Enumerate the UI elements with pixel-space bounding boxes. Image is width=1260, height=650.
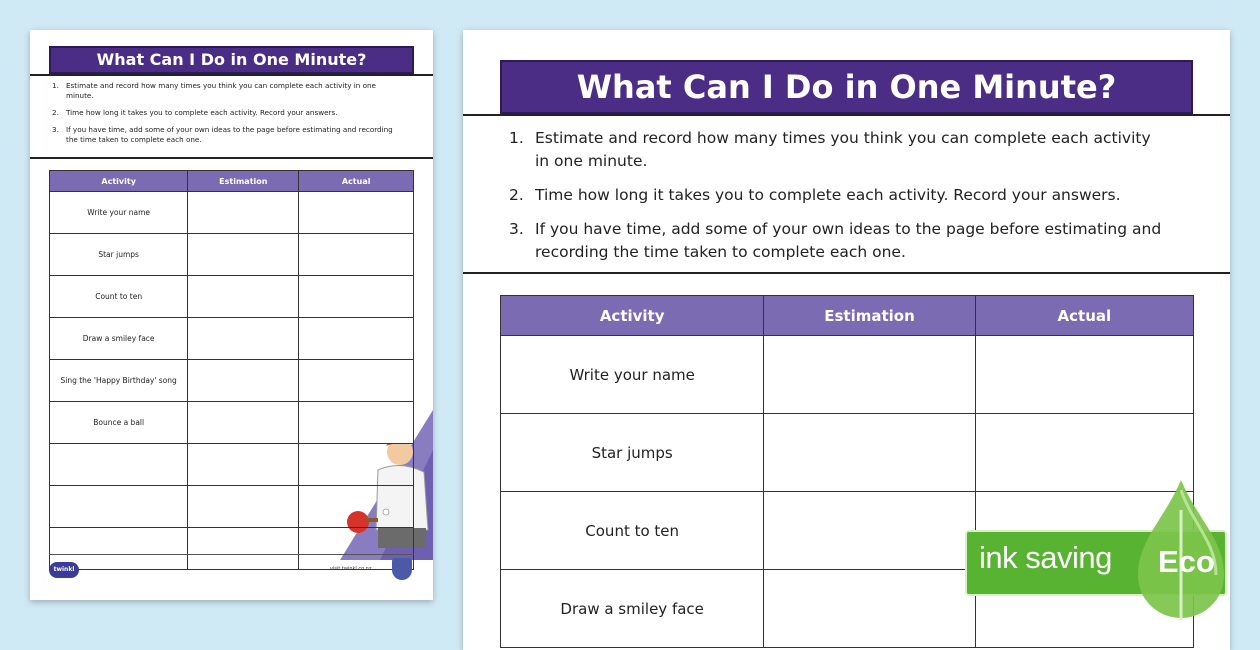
column-header-actual: Actual: [299, 171, 414, 192]
table-row: [50, 528, 414, 570]
table-row: [50, 486, 414, 528]
activity-cell: Bounce a ball: [50, 402, 188, 444]
table-row: [50, 360, 414, 402]
instructions-list: [52, 81, 397, 152]
divider: [30, 74, 433, 76]
page-title: What Can I Do in One Minute?: [49, 46, 414, 74]
activity-cell: Star jumps: [501, 414, 764, 492]
divider: [463, 114, 1230, 116]
instruction-item: 2. Time how long it takes you to complete each activity. Record your answers.: [509, 186, 1121, 204]
activity-cell: Count to ten: [501, 492, 764, 570]
actual-cell[interactable]: [299, 318, 414, 360]
visit-link[interactable]: visit twinkl.co.nz: [330, 566, 372, 572]
estimation-cell[interactable]: [188, 234, 299, 276]
estimation-cell[interactable]: [188, 402, 299, 444]
estimation-cell[interactable]: [188, 360, 299, 402]
page-title: What Can I Do in One Minute?: [500, 60, 1193, 114]
instruction-item: 3. If you have time, add some of your own ideas to the page before estimating and recording the time taken to complete each one.: [52, 125, 393, 144]
column-header-activity: Activity: [50, 171, 188, 192]
instruction-item: 1. Estimate and record how many times you think you can complete each activity in one minute.: [509, 129, 1151, 170]
estimation-cell[interactable]: [764, 570, 975, 648]
estimation-cell[interactable]: [188, 444, 299, 486]
table-row: [50, 318, 414, 360]
instruction-item: 3. If you have time, add some of your own ideas to the page before estimating and recording the time taken to complete each one.: [509, 220, 1162, 261]
table-row: [50, 444, 414, 486]
column-header-actual: Actual: [975, 296, 1193, 336]
estimation-cell[interactable]: [188, 528, 299, 570]
column-header-estimation: Estimation: [188, 171, 299, 192]
activity-table: [49, 170, 414, 570]
actual-cell[interactable]: [299, 192, 414, 234]
activity-cell: Count to ten: [50, 276, 188, 318]
crest-icon: [392, 558, 412, 580]
activity-cell: Write your name: [501, 336, 764, 414]
actual-cell[interactable]: [299, 486, 414, 528]
table-row: [50, 192, 414, 234]
instruction-item: 1. Estimate and record how many times you think you can complete each activity in one minute.: [52, 81, 376, 100]
actual-cell[interactable]: [299, 234, 414, 276]
activity-cell: Write your name: [50, 192, 188, 234]
worksheet-thumbnail: [30, 30, 433, 600]
instructions-list: [509, 127, 1169, 275]
table-row: [50, 276, 414, 318]
activity-cell: Draw a smiley face: [50, 318, 188, 360]
eco-label: Eco: [1158, 544, 1215, 579]
actual-cell[interactable]: [975, 336, 1193, 414]
actual-cell[interactable]: [299, 360, 414, 402]
actual-cell[interactable]: [299, 276, 414, 318]
estimation-cell[interactable]: [764, 414, 975, 492]
table-row: [501, 336, 1194, 414]
table-row: [50, 402, 414, 444]
estimation-cell[interactable]: [188, 276, 299, 318]
estimation-cell[interactable]: [188, 192, 299, 234]
table-row: [501, 414, 1194, 492]
actual-cell[interactable]: [299, 444, 414, 486]
estimation-cell[interactable]: [764, 336, 975, 414]
table-row: [50, 234, 414, 276]
column-header-activity: Activity: [501, 296, 764, 336]
estimation-cell[interactable]: [188, 318, 299, 360]
activity-cell: Draw a smiley face: [501, 570, 764, 648]
estimation-cell[interactable]: [188, 486, 299, 528]
divider: [30, 157, 433, 159]
ink-saving-label: ink saving: [979, 540, 1112, 575]
twinkl-logo-icon: twinkl: [49, 562, 79, 578]
instruction-item: 2. Time how long it takes you to complete each activity. Record your answers.: [52, 108, 338, 117]
activity-cell: Star jumps: [50, 234, 188, 276]
activity-cell[interactable]: [50, 486, 188, 528]
activity-cell[interactable]: [50, 444, 188, 486]
column-header-estimation: Estimation: [764, 296, 975, 336]
footer-rule: [49, 554, 414, 555]
estimation-cell[interactable]: [764, 492, 975, 570]
activity-cell: Sing the 'Happy Birthday' song: [50, 360, 188, 402]
actual-cell[interactable]: [299, 402, 414, 444]
divider: [463, 272, 1230, 274]
